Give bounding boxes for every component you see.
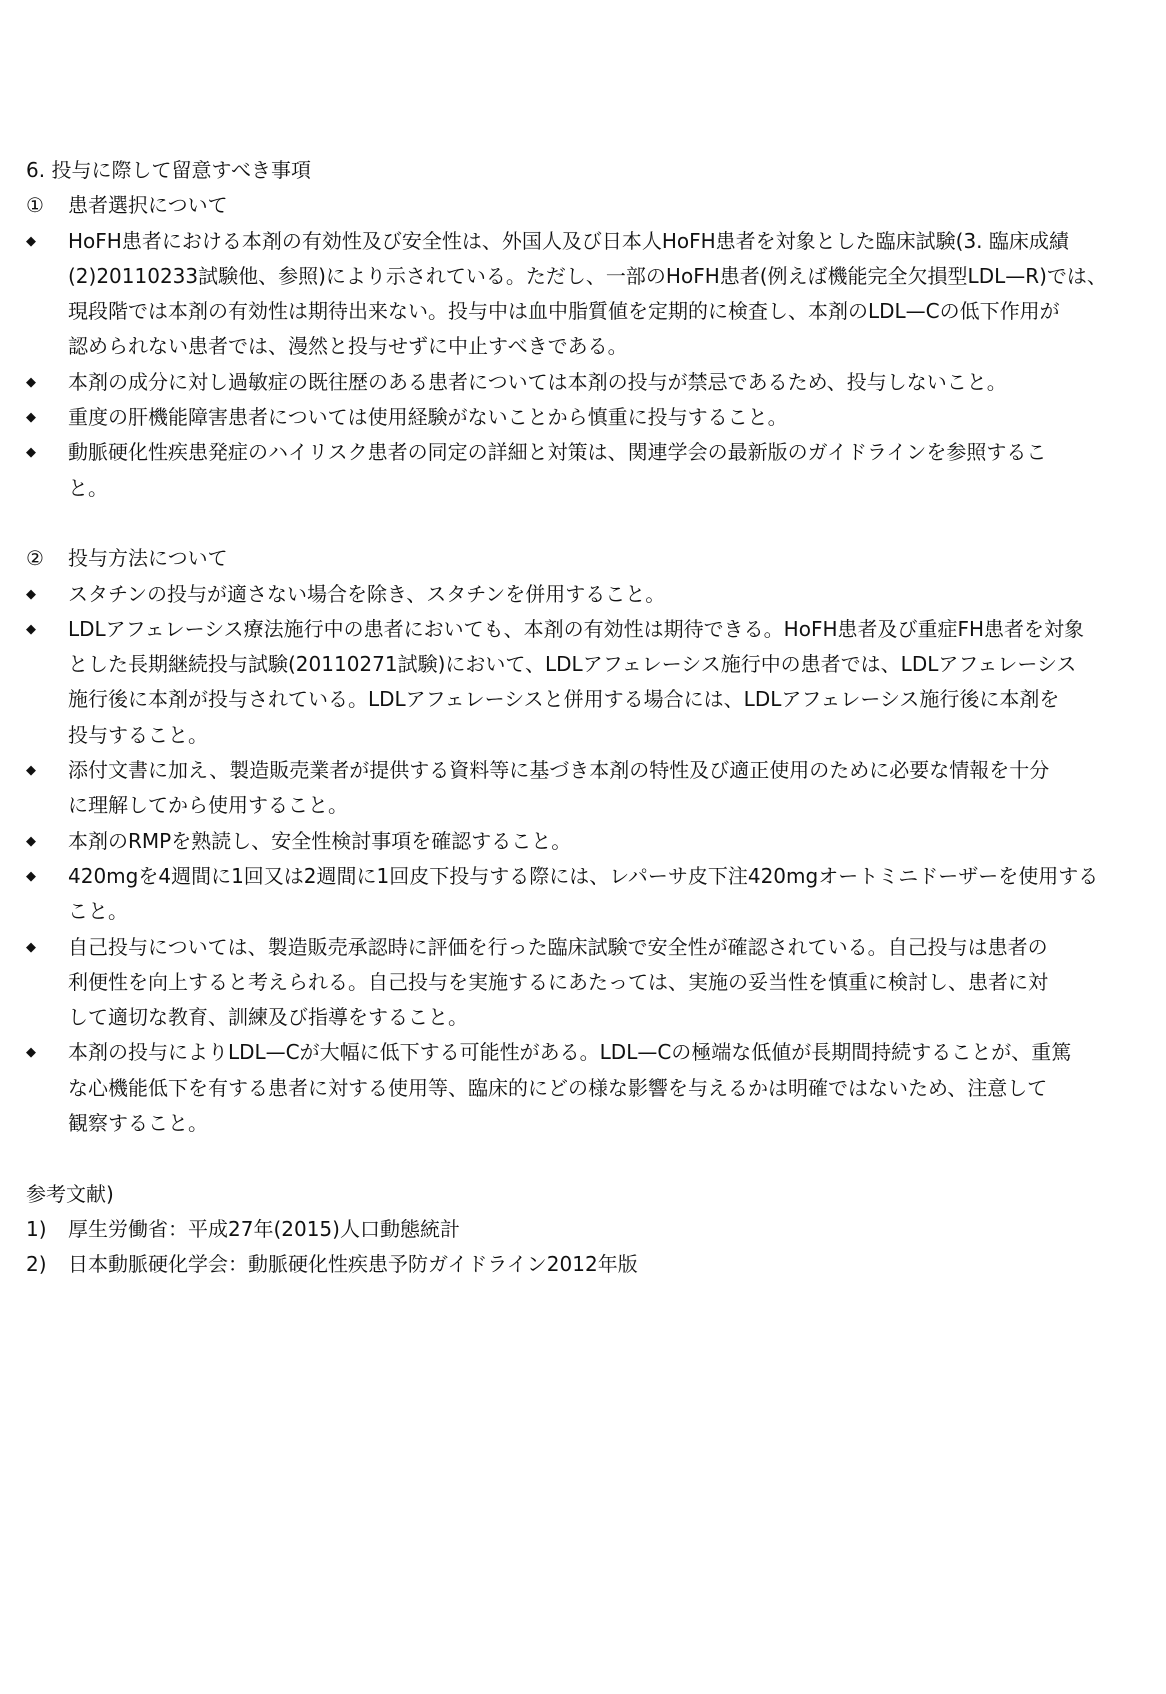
bullet-text (68, 1035, 1071, 1141)
references-list (26, 1212, 1146, 1283)
text-line: して適切な教育、訓練及び指導をすること。 (68, 1005, 468, 1030)
diamond-bullet-icon: ◆ (26, 868, 36, 884)
text-line: 添付文書に加え、製造販売業者が提供する資料等に基づき本剤の特性及び適正使用のために必要な情報を十分 (68, 758, 1050, 783)
text-line: 施行後に本剤が投与されている。LDLアフェレーシスと併用する場合には、LDLアフェレーシス施行後に本剤を (68, 687, 1060, 712)
diamond-bullet-icon: ◆ (26, 233, 36, 249)
text-line: 観察すること。 (68, 1111, 208, 1136)
text-line: 利便性を向上すると考えられる。自己投与を実施するにあたっては、実施の妥当性を慎重に検討し、患者に対 (68, 969, 1048, 994)
bullet-item (26, 930, 1146, 1036)
bullet-item (26, 612, 1146, 753)
section2-bullets (26, 577, 1146, 1142)
bullet-text (68, 224, 1107, 365)
section1-title: 患者選択について (68, 193, 228, 218)
text-line: に理解してから使用すること。 (68, 793, 348, 818)
bullet-text (68, 859, 1098, 930)
text-line: HoFH患者における本剤の有効性及び安全性は、外国人及び日本人HoFH患者を対象とした臨床試験(3. 臨床成績 (68, 228, 1069, 253)
bullet-item (26, 577, 1146, 612)
bullet-item (26, 365, 1146, 400)
bullet-item (26, 1035, 1146, 1141)
text-line: 動脈硬化性疾患発症のハイリスク患者の同定の詳細と対策は、関連学会の最新版のガイドラインを参照するこ (68, 440, 1047, 465)
text-line: 本剤の投与によりLDL—Cが大幅に低下する可能性がある。LDL—Cの極端な低値が長期間持続することが、重篤 (68, 1040, 1072, 1065)
section2-title: 投与方法について (68, 546, 228, 571)
diamond-bullet-icon: ◆ (26, 1045, 36, 1061)
diamond-bullet-icon: ◆ (26, 621, 36, 637)
diamond-bullet-icon: ◆ (26, 445, 36, 461)
reference-item (26, 1247, 1146, 1282)
diamond-bullet-icon: ◆ (26, 586, 36, 602)
bullet-text (68, 612, 1084, 753)
document-body (26, 153, 1146, 1283)
text-line: 認められない患者では、漫然と投与せずに中止すべきである。 (68, 334, 628, 359)
text-line: 本剤のRMPを熟読し、安全性検討事項を確認すること。 (68, 828, 572, 853)
bullet-item (26, 400, 1146, 435)
reference-number: 2) (26, 1252, 47, 1277)
bullet-text (68, 435, 1046, 506)
reference-number: 1) (26, 1216, 47, 1241)
bullet-item (26, 753, 1146, 824)
diamond-bullet-icon: ◆ (26, 410, 36, 426)
text-line: な心機能低下を有する患者に対する使用等、臨床的にどの様な影響を与えるかは明確ではないため、注意して (68, 1075, 1048, 1100)
text-line: 420mgを4週間に1回又は2週間に1回皮下投与する際には、レパーサ皮下注420mgオートミニドーザーを使用する (68, 863, 1099, 888)
text-line: 重度の肝機能障害患者については使用経験がないことから慎重に投与すること。 (68, 405, 788, 430)
text-line: こと。 (68, 899, 128, 924)
text-line: 自己投与については、製造販売承認時に評価を行った臨床試験で安全性が確認されている。自己投与は患者の (68, 934, 1048, 959)
bullet-text (68, 400, 788, 435)
bullet-item (26, 224, 1146, 365)
text-line: 本剤の成分に対し過敏症の既往歴のある患者については本剤の投与が禁忌であるため、投与しないこと。 (68, 369, 1007, 394)
text-line: とした長期継続投与試験(20110271試験)において、LDLアフェレーシス施行中の患者では、LDLアフェレーシス (68, 652, 1077, 677)
reference-text: 厚生労働省：平成27年(2015)人口動態統計 (68, 1216, 460, 1241)
diamond-bullet-icon: ◆ (26, 833, 36, 849)
text-line: (2)20110233試験他、参照)により示されている。ただし、一部のHoFH患者(例えば機能完全欠損型LDL—R)では、 (68, 263, 1107, 288)
bullet-item (26, 859, 1146, 930)
bullet-text (68, 753, 1049, 824)
section1-title-row (26, 188, 1146, 223)
text-line: 現段階では本剤の有効性は期待出来ない。投与中は血中脂質値を定期的に検査し、本剤のLDL—Cの低下作用が (68, 299, 1060, 324)
text-line: スタチンの投与が適さない場合を除き、スタチンを併用すること。 (68, 581, 666, 606)
bullet-text (68, 577, 665, 612)
section2-title-row (26, 541, 1146, 576)
bullet-item (26, 824, 1146, 859)
diamond-bullet-icon: ◆ (26, 374, 36, 390)
section1-marker: ① (26, 193, 44, 218)
bullet-text (68, 824, 571, 859)
references-title: 参考文献) (26, 1181, 114, 1206)
text-line: 投与すること。 (68, 722, 208, 747)
section1-bullets (26, 224, 1146, 506)
reference-text: 日本動脈硬化学会：動脈硬化性疾患予防ガイドライン2012年版 (68, 1252, 638, 1277)
diamond-bullet-icon: ◆ (26, 763, 36, 779)
bullet-text (68, 365, 1007, 400)
text-line: と。 (68, 475, 108, 500)
diamond-bullet-icon: ◆ (26, 939, 36, 955)
text-line: LDLアフェレーシス療法施行中の患者においても、本剤の有効性は期待できる。HoFH患者及び重症FH患者を対象 (68, 616, 1085, 641)
section2-marker: ② (26, 546, 44, 571)
section-heading: 6. 投与に際して留意すべき事項 (26, 158, 312, 182)
bullet-text (68, 930, 1048, 1036)
bullet-item (26, 435, 1146, 506)
reference-item (26, 1212, 1146, 1247)
